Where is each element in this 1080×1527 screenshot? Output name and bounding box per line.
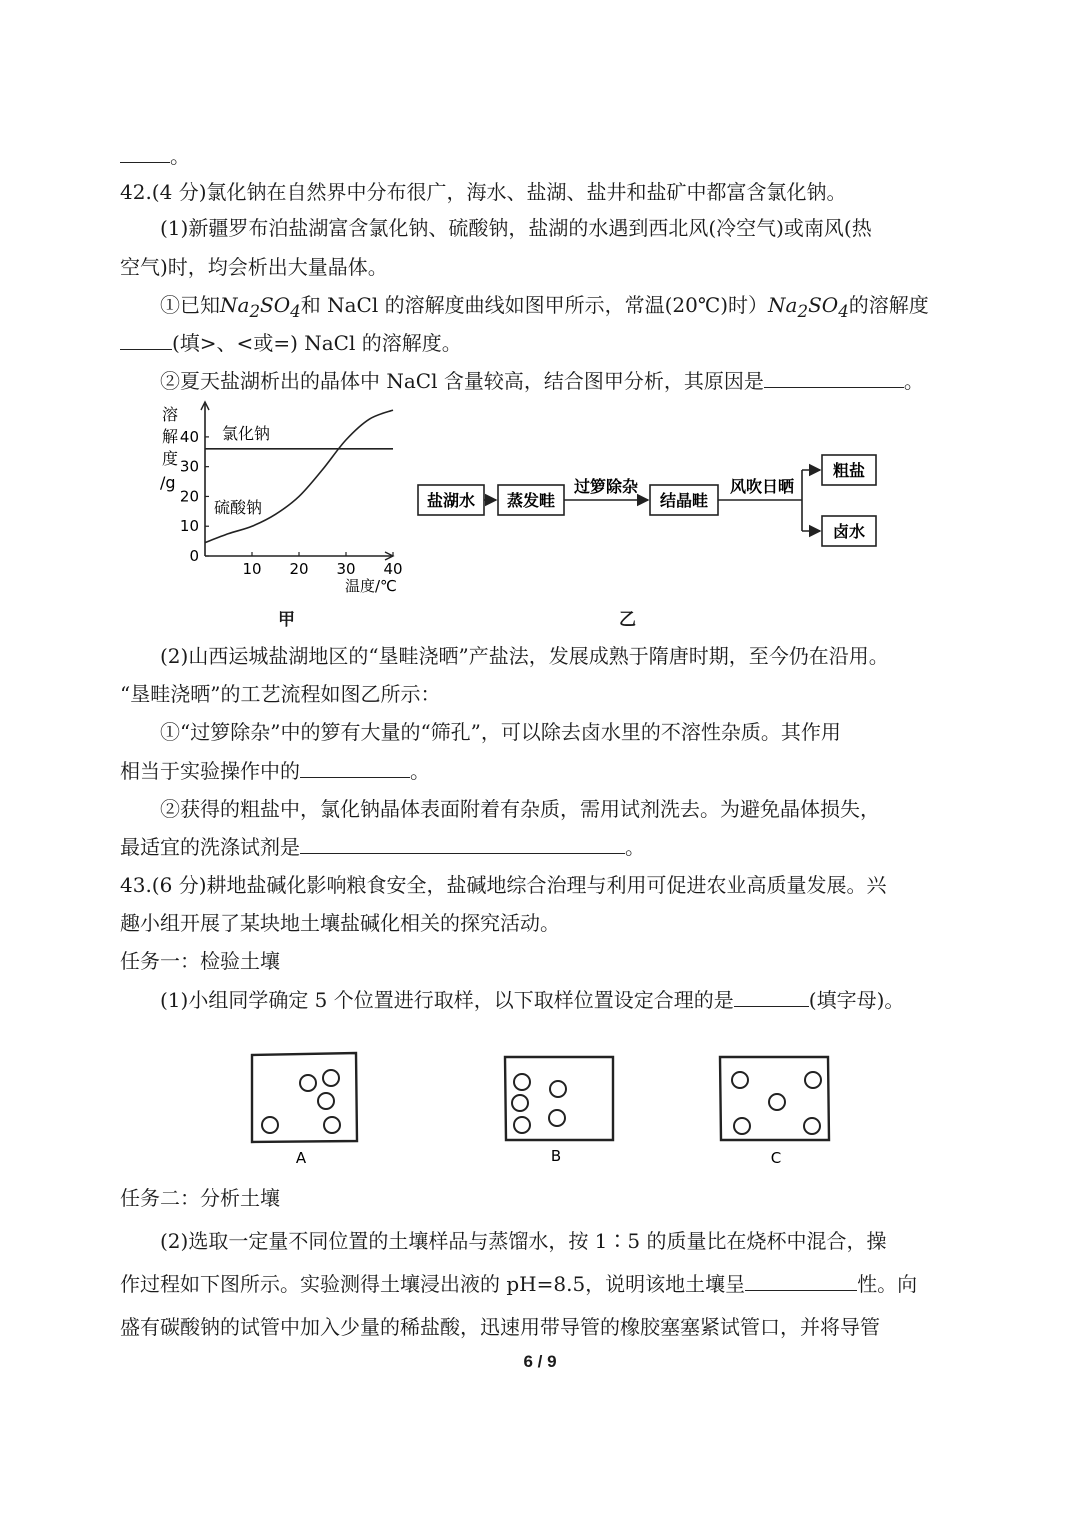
sampling-options-figure [240,1045,840,1170]
sample-point [300,1075,316,1091]
q43-stem-line1: 43.(6 分)耕地盐碱化影响粮食安全，盐碱地综合治理与利用可促进农业高质量发展。兴 [120,873,887,897]
answer-blank[interactable] [120,142,170,163]
q43-part2-line1: (2)选取一定量不同位置的土壤样品与蒸馏水，按 1∶5 的质量比在烧杯中混合，操 [160,1229,887,1253]
figure-caption-yi: 乙 [619,610,636,630]
y-tick-label: 20 [179,487,199,506]
y-tick-label: 40 [179,427,199,446]
option-b-plot [505,1057,613,1165]
page-number: 6 / 9 [523,1352,557,1371]
option-label-b: B [550,1147,562,1165]
y-axis-label [160,405,178,492]
formula-na2so4: $Na_2SO_4$ [220,293,301,321]
answer-blank[interactable] [300,757,410,778]
arrow-label-sun-wind: 风吹日晒 [729,477,795,496]
y-tick-label: 10 [179,517,199,536]
sample-point [262,1117,278,1133]
nacl-curve-label: 氯化钠 [222,424,271,443]
q42-part2-sub1-line2: 相当于实验操作中的 。 [120,759,430,783]
q42-part2-sub1-line1: ①“过箩除杂”中的箩有大量的“筛孔”，可以除去卤水里的不溶性杂质。其作用 [160,720,841,744]
sample-point [323,1070,339,1086]
y-axis-label-char: 溶 [162,405,179,424]
sample-point [324,1117,340,1133]
q42-sub1-line2: (填>、<或=) NaCl 的溶解度。 [120,329,462,357]
flow-box-salt-lake-water [418,485,484,515]
q43-part2-line3: 盛有碳酸钠的试管中加入少量的稀盐酸，迅速用带导管的橡胶塞塞紧试管口，并将导管 [120,1315,880,1339]
option-label-c: C [770,1149,782,1167]
svg-text:蒸发畦: 蒸发畦 [506,491,556,510]
sample-point [514,1074,530,1090]
x-tick-label: 20 [289,560,309,578]
sample-point [804,1118,820,1134]
x-axis-label: 温度/℃ [345,577,397,595]
q43-stem-line2: 趣小组开展了某块地土壤盐碱化相关的探究活动。 [120,911,560,935]
na2so4-curve-label: 硫酸钠 [214,498,263,517]
q42-sub1-line1: ①已知$Na_2SO_4$和 NaCl 的溶解度曲线如图甲所示，常温(20℃)时）$Na_2SO_4$的溶解度 [160,293,929,321]
sample-point [549,1110,565,1126]
q42-part1-line2: 空气)时，均会析出大量晶体。 [120,255,388,279]
svg-text:粗盐: 粗盐 [832,461,866,480]
svg-text:盐湖水: 盐湖水 [426,491,476,510]
q42-sub2: ②夏天盐湖析出的晶体中 NaCl 含量较高，结合图甲分析，其原因是 。 [160,369,924,393]
flow-box-crystallization-bed [650,485,718,515]
sample-point [318,1093,334,1109]
q43-part1: (1)小组同学确定 5 个位置进行取样，以下取样位置设定合理的是 (填字母)。 [160,988,905,1012]
q42-part2-sub2-line2: 最适宜的洗涤试剂是 。 [120,835,645,859]
y-axis-label-char: 解 [162,427,179,446]
q42-part2-sub2-line1: ②获得的粗盐中，氯化钠晶体表面附着有杂质，需用试剂洗去。为避免晶体损失， [160,797,880,821]
answer-blank[interactable] [764,367,904,388]
q42-part2-line2: “垦畦浇晒”的工艺流程如图乙所示： [120,682,441,706]
y-axis-label-char: /g [160,473,176,492]
x-tick-label: 10 [242,560,262,578]
svg-text:卤水: 卤水 [832,522,866,541]
x-tick-label: 40 [383,560,403,578]
sample-point [805,1072,821,1088]
q42-part2-line1: (2)山西运城盐湖地区的“垦畦浇晒”产盐法，发展成熟于隋唐时期，至今仍在沿用。 [160,644,889,668]
sample-point [550,1081,566,1097]
flow-box-evaporation-bed [498,485,564,515]
answer-blank[interactable] [745,1270,857,1291]
x-tick-label: 30 [336,560,356,578]
sample-point [769,1094,785,1110]
answer-blank[interactable] [120,329,172,350]
flow-box-coarse-salt [822,455,876,485]
q41-answer-tail: 。 [120,142,190,170]
q43-part2-line2: 作过程如下图所示。实验测得土壤浸出液的 pH=8.5，说明该地土壤呈 性。向 [120,1272,918,1296]
sample-point [732,1072,748,1088]
arrow-label-filter: 过箩除杂 [573,477,639,496]
q42-stem: 42.(4 分)氯化钠在自然界中分布很广，海水、盐湖、盐井和盐矿中都富含氯化钠。 [120,180,847,204]
figure-caption-jia: 甲 [278,610,295,630]
option-c-plot [720,1057,829,1167]
process-flow-diagram [410,445,890,560]
svg-text:结晶畦: 结晶畦 [659,491,709,510]
sample-point [514,1117,530,1133]
sample-point [734,1118,750,1134]
sample-point [512,1095,528,1111]
option-label-a: A [295,1149,307,1167]
solubility-chart [150,400,420,630]
y-tick-label: 0 [189,547,199,565]
answer-blank[interactable] [300,833,625,854]
q42-part1-line1: (1)新疆罗布泊盐湖富含氯化钠、硫酸钠，盐湖的水遇到西北风(冷空气)或南风(热 [160,216,872,240]
option-a-plot [252,1053,357,1167]
answer-blank[interactable] [734,986,809,1007]
q43-task2-heading: 任务二：分析土壤 [120,1186,280,1210]
y-tick-label: 30 [179,457,199,476]
flow-box-brine [822,516,876,546]
formula-na2so4: $Na_2SO_4$ [768,293,849,321]
y-axis-label-char: 度 [162,449,179,468]
q43-task1-heading: 任务一：检验土壤 [120,949,280,973]
